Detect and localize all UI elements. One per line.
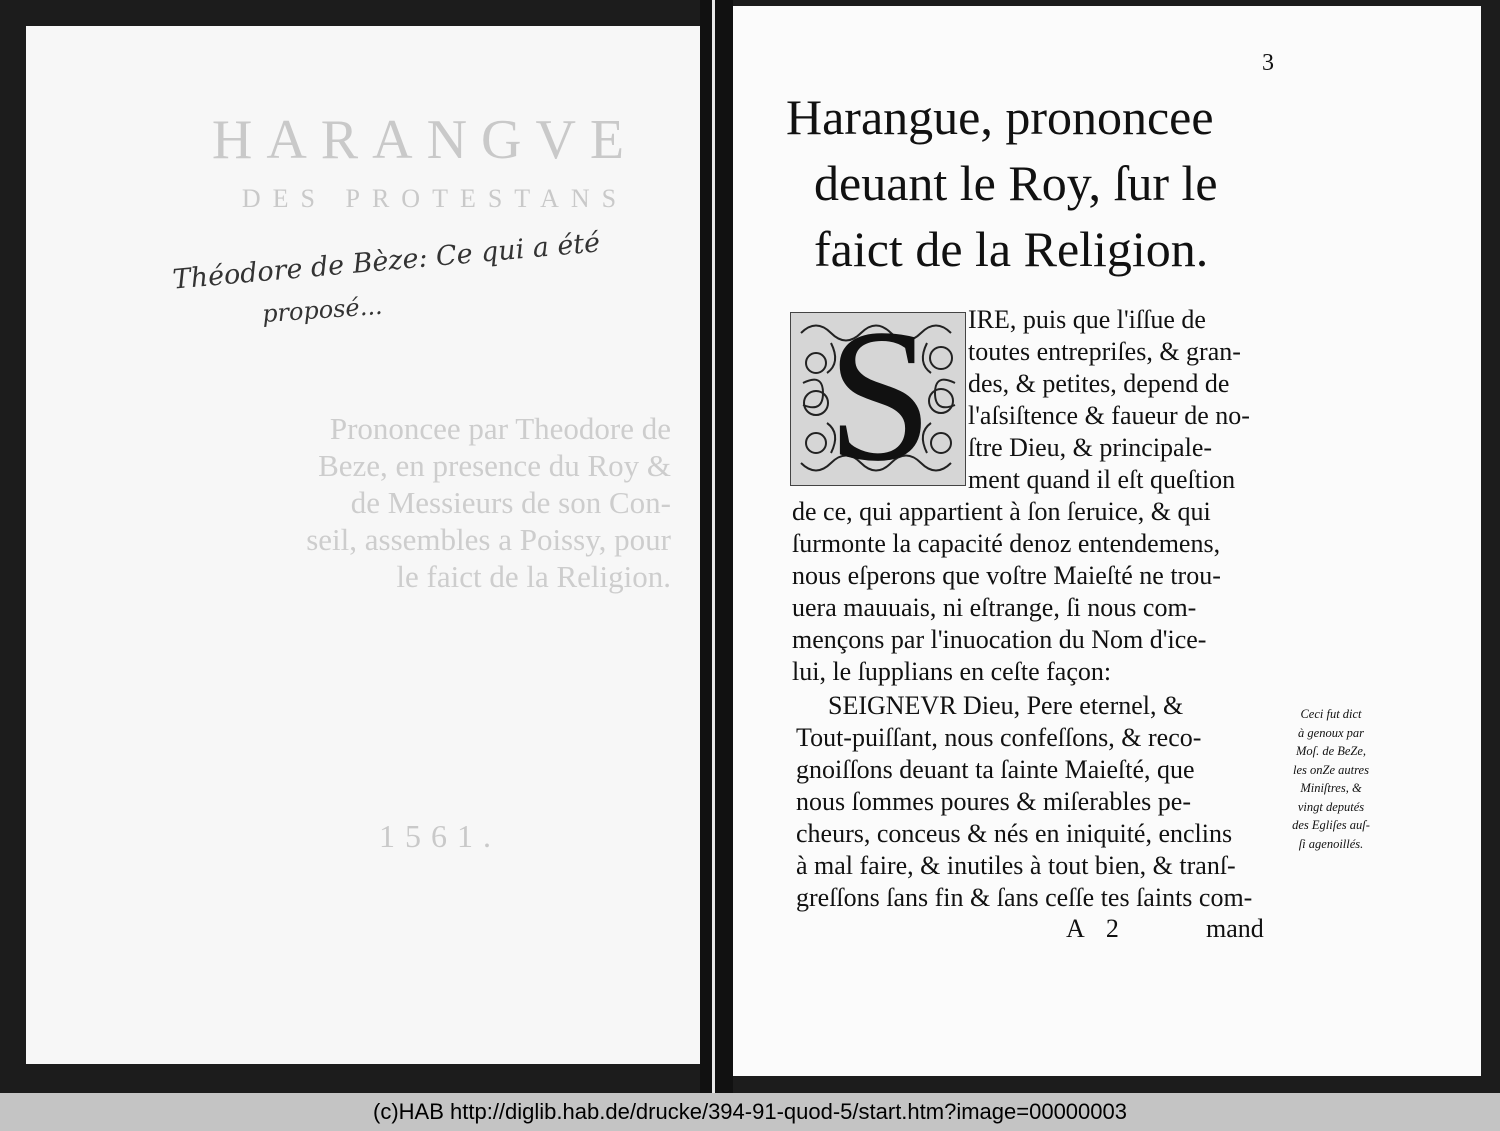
source-credit-bar bbox=[0, 1093, 1500, 1131]
title-line-1: Harangue, prononcee bbox=[786, 89, 1214, 145]
margin-note bbox=[1276, 705, 1386, 853]
title-line-2: deuant le Roy, ſur le bbox=[814, 155, 1218, 211]
paragraph-2 bbox=[796, 690, 1252, 914]
bleed-body bbox=[196, 410, 671, 595]
drop-cap-letter: S bbox=[827, 312, 933, 486]
title-line-3: faict de la Religion. bbox=[814, 221, 1209, 277]
page-number: 3 bbox=[1262, 50, 1274, 76]
text-line: mençons par l'inuocation du Nom d'ice- bbox=[792, 625, 1207, 654]
bleed-title: HARANGVE bbox=[211, 109, 639, 171]
text-line: l'aſsiſtence & faueur de no- bbox=[968, 401, 1250, 430]
text-line: à mal faire, & inutiles à tout bien, & tranſ- bbox=[796, 851, 1236, 880]
text-line: SEIGNEVR Dieu, Pere eternel, & bbox=[828, 691, 1184, 720]
text-line: ment quand il eſt queſtion bbox=[968, 465, 1236, 494]
bleed-subtitle: DES PROTESTANS bbox=[241, 184, 629, 213]
text-line: uera mauuais, ni eſtrange, ſi nous com- bbox=[792, 593, 1197, 622]
bleed-line: Prononcee par Theodore de bbox=[329, 411, 671, 446]
handwritten-note-line2: proposé... bbox=[261, 291, 384, 329]
paragraph-1-full bbox=[792, 496, 1221, 688]
handwritten-note-line1: Théodore de Bèze: Ce qui a été bbox=[171, 227, 602, 296]
margin-note-line: à genoux par bbox=[1298, 725, 1364, 740]
text-line: cheurs, conceus & nés en iniquité, enclins bbox=[796, 819, 1233, 848]
margin-note-line: Miniſtres, & bbox=[1300, 781, 1362, 795]
margin-note-line: Moſ. de BeZe, bbox=[1295, 744, 1367, 758]
text-line: ſtre Dieu, & principale- bbox=[968, 433, 1213, 462]
text-line: de ce, qui appartient à ſon ſeruice, & qui bbox=[792, 497, 1211, 526]
text-line: toutes entrepriſes, & gran- bbox=[968, 337, 1241, 366]
margin-note-line: ſi agenoillés. bbox=[1298, 836, 1364, 851]
bleed-line: de Messieurs de son Con- bbox=[350, 485, 671, 520]
text-line: nous ſommes poures & miſerables pe- bbox=[796, 787, 1191, 816]
gutter-highlight bbox=[712, 0, 715, 1093]
signature-mark: A 2 bbox=[1066, 914, 1119, 943]
text-line: des, & petites, depend de bbox=[968, 369, 1230, 398]
book-gutter bbox=[700, 0, 733, 1093]
text-line: greſſons ſans fin & ſans ceſſe tes ſaints com- bbox=[796, 883, 1253, 912]
text-line: lui, le ſupplians en ceſte façon: bbox=[792, 657, 1112, 686]
text-line: Tout-puiſſant, nous confeſſons, & reco- bbox=[796, 723, 1202, 752]
margin-note-line: des Egliſes auſ- bbox=[1292, 818, 1370, 832]
text-line: nous eſperons que voſtre Maieſté ne trou- bbox=[792, 561, 1221, 590]
decorated-initial bbox=[790, 312, 966, 486]
margin-note-line: les onZe autres bbox=[1293, 762, 1369, 777]
bleed-year: 1561. bbox=[379, 818, 501, 854]
text-line: gnoiſſons deuant ta ſainte Maieſté, que bbox=[796, 755, 1195, 784]
paragraph-1-indented bbox=[968, 304, 1250, 496]
bleed-line: le faict de la Religion. bbox=[396, 559, 671, 594]
page-title bbox=[786, 84, 1256, 282]
bleed-line: seil, assembles a Poissy, pour bbox=[306, 522, 671, 557]
margin-note-line: Ceci fut dict bbox=[1300, 707, 1362, 721]
bleed-line: Beze, en presence du Roy & bbox=[318, 448, 671, 483]
margin-note-line: vingt deputés bbox=[1297, 799, 1365, 814]
catchword: mand bbox=[1206, 914, 1264, 943]
text-line: IRE, puis que l'iſſue de bbox=[968, 305, 1206, 334]
source-credit-text: (c)HAB http://diglib.hab.de/drucke/394-91-quod-5/start.htm?image=00000003 bbox=[373, 1099, 1127, 1124]
text-line: ſurmonte la capacité denoz entendemens, bbox=[792, 529, 1221, 558]
